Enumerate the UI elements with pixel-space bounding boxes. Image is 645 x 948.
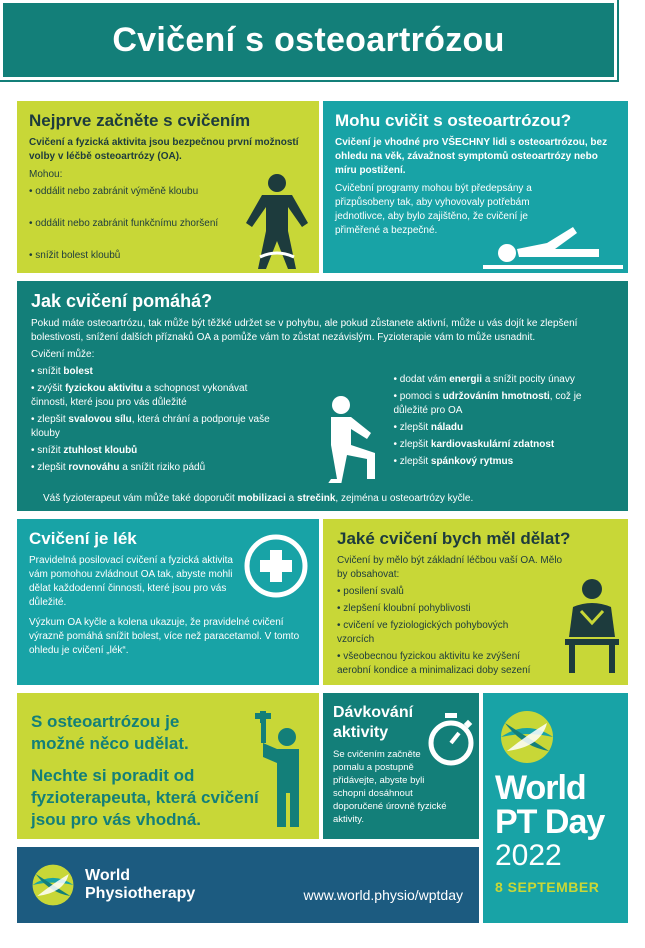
- start-exercise-list: [29, 185, 229, 263]
- stopwatch-icon: [427, 713, 475, 767]
- how-helps-footer: Váš fyzioterapeut vám může také doporučit mobilizaci a strečink, zejména u osteoartrózy kyčle.: [43, 493, 474, 504]
- list-item: • zlepšit rovnováhu a snížit riziko pádů: [31, 461, 275, 475]
- list-item: • všeobecnou fyzickou aktivitu ke zvýšení aerobní kondice a minimalizaci doby sezení: [337, 650, 547, 678]
- how-helps-lead: Cvičení může:: [31, 349, 95, 360]
- can-i-exercise-heading: Mohu cvičit s osteoartrózou?: [335, 111, 572, 130]
- list-item: • snížit bolest kloubů: [29, 249, 229, 263]
- dumbbell-person-icon: [253, 709, 313, 829]
- what-exercise-panel: [320, 516, 631, 688]
- list-item: • snížit ztuhlost kloubů: [31, 444, 275, 458]
- dosing-text: Se cvičením začněte pomalu a postupně přidávejte, abyste byli schopni dosáhnout doporučené úrovně fyzické aktivity.: [333, 749, 447, 825]
- can-i-exercise-intro: Cvičení je vhodné pro VŠECHNY lidi s osteoartrózou, bez ohledu na věk, závažnost symptomů osteoartrózy nebo míru postižení.: [335, 137, 608, 176]
- list-item: • dodat vám energii a snížit pocity únavy: [393, 373, 614, 387]
- list-item: • oddálit nebo zabránit funkčnímu zhoršení: [29, 217, 229, 231]
- list-item: • zlepšit kardiovaskulární zdatnost: [393, 438, 614, 452]
- start-exercise-panel: [14, 98, 322, 276]
- activity-dosing-panel: [320, 690, 482, 842]
- wpt-line1: World: [495, 769, 586, 807]
- list-item: • cvičení ve fyziologických pohybových vzorcích: [337, 619, 547, 647]
- exercise-is-medicine-panel: [14, 516, 322, 688]
- wpt-date: 8 SEPTEMBER: [495, 879, 600, 895]
- start-exercise-lead: Mohou:: [29, 169, 63, 180]
- what-exercise-list: [337, 585, 547, 678]
- start-exercise-intro: Cvičení a fyzická aktivita jsou bezpečnou první možností volby v léčbě osteoartrózy (OA).: [29, 137, 299, 162]
- how-helps-intro: Pokud máte osteoartrózu, tak může být těžké udržet se v pohybu, ale pokud zůstanete aktivní, může u vás dojít ke zlepšení bolestivosti, snížení dalších příznaků OA a pomůže vám to zůstat nezávislým. Fyzioterapie vám to může usnadnit.: [31, 318, 578, 343]
- how-helps-heading: Jak cvičení pomáhá?: [31, 291, 213, 311]
- world-pt-day-panel: [480, 690, 631, 926]
- list-item: • posilení svalů: [337, 585, 547, 599]
- world-physiotherapy-logo-icon: [31, 863, 75, 907]
- what-exercise-intro: Cvičení by mělo být základní léčbou vaší OA. Mělo by obsahovat:: [337, 555, 563, 580]
- exercise-medicine-p2: Výzkum OA kyčle a kolena ukazuje, že pravidelné cvičení výrazně pomáhá snížit bolest, více než paracetamol. V tomto ohledu je cvičení „lék“.: [29, 617, 300, 656]
- list-item: • zlepšení kloubní pohyblivosti: [337, 602, 547, 616]
- brand-line2: Physiotherapy: [85, 885, 196, 902]
- website-link[interactable]: www.world.physio/wptday: [303, 887, 463, 903]
- what-exercise-heading: Jaké cvičení bych měl dělat?: [337, 529, 571, 548]
- list-item: • zvýšit fyzickou aktivitu a schopnost vykonávat činnosti, které jsou pro vás důležité: [31, 382, 275, 410]
- how-exercise-helps-panel: [14, 278, 631, 514]
- advice-statement: Nechte si poradit od fyzioterapeuta, která cvičení jsou pro vás vhodná.: [31, 766, 259, 829]
- page-title: Cvičení s osteoartrózou: [112, 20, 505, 59]
- wpt-year: 2022: [495, 839, 562, 872]
- list-item: • zlepšit svalovou sílu, která chrání a podporuje vaše klouby: [31, 413, 275, 441]
- can-i-exercise-panel: [320, 98, 631, 276]
- lying-person-icon: [483, 219, 623, 271]
- lunge-person-icon: [307, 393, 392, 483]
- world-pt-day-logo-icon: [499, 709, 555, 765]
- can-i-exercise-text: Cvičební programy mohou být předepsány a přizpůsobeny tak, aby vyhovovaly potřebám jednotlivce, aby bylo zajištěno, že cvičení je přiměřené a bezpečné.: [335, 183, 532, 236]
- exercise-medicine-heading: Cvičení je lék: [29, 529, 137, 548]
- start-exercise-heading: Nejprve začněte s cvičením: [29, 111, 251, 130]
- benefits-list-left: [31, 365, 275, 478]
- medical-cross-icon: [243, 533, 309, 599]
- benefits-list-right: [393, 373, 614, 478]
- something-can-be-done-panel: [14, 690, 322, 842]
- list-item: • snížit bolest: [31, 365, 275, 379]
- list-item: • zlepšit náladu: [393, 421, 614, 435]
- brand-name: [85, 867, 195, 903]
- resistance-band-person-icon: [232, 169, 322, 274]
- list-item: • oddálit nebo zabránit výměně kloubu: [29, 185, 229, 199]
- footer-bar: [14, 844, 482, 926]
- can-do-statement: S osteoartrózou je možné něco udělat.: [31, 712, 189, 753]
- seated-stretch-person-icon: [559, 577, 625, 677]
- list-item: • zlepšit spánkový rytmus: [393, 455, 614, 469]
- list-item: • pomoci s udržováním hmotnosti, což je důležité pro OA: [393, 390, 614, 418]
- exercise-medicine-p1: Pravidelná posilovací cvičení a fyzická aktivita vám pomohou zvládnout OA tak, abyste mohli dělat každodenní činnosti, které jsou pro vás důležité.: [29, 555, 233, 608]
- wpt-line2: PT Day: [495, 803, 605, 841]
- brand-line1: World: [85, 867, 131, 884]
- world-pt-day-title: [495, 771, 616, 839]
- title-banner: [0, 0, 617, 80]
- dosing-heading: Dávkování aktivity: [333, 704, 414, 741]
